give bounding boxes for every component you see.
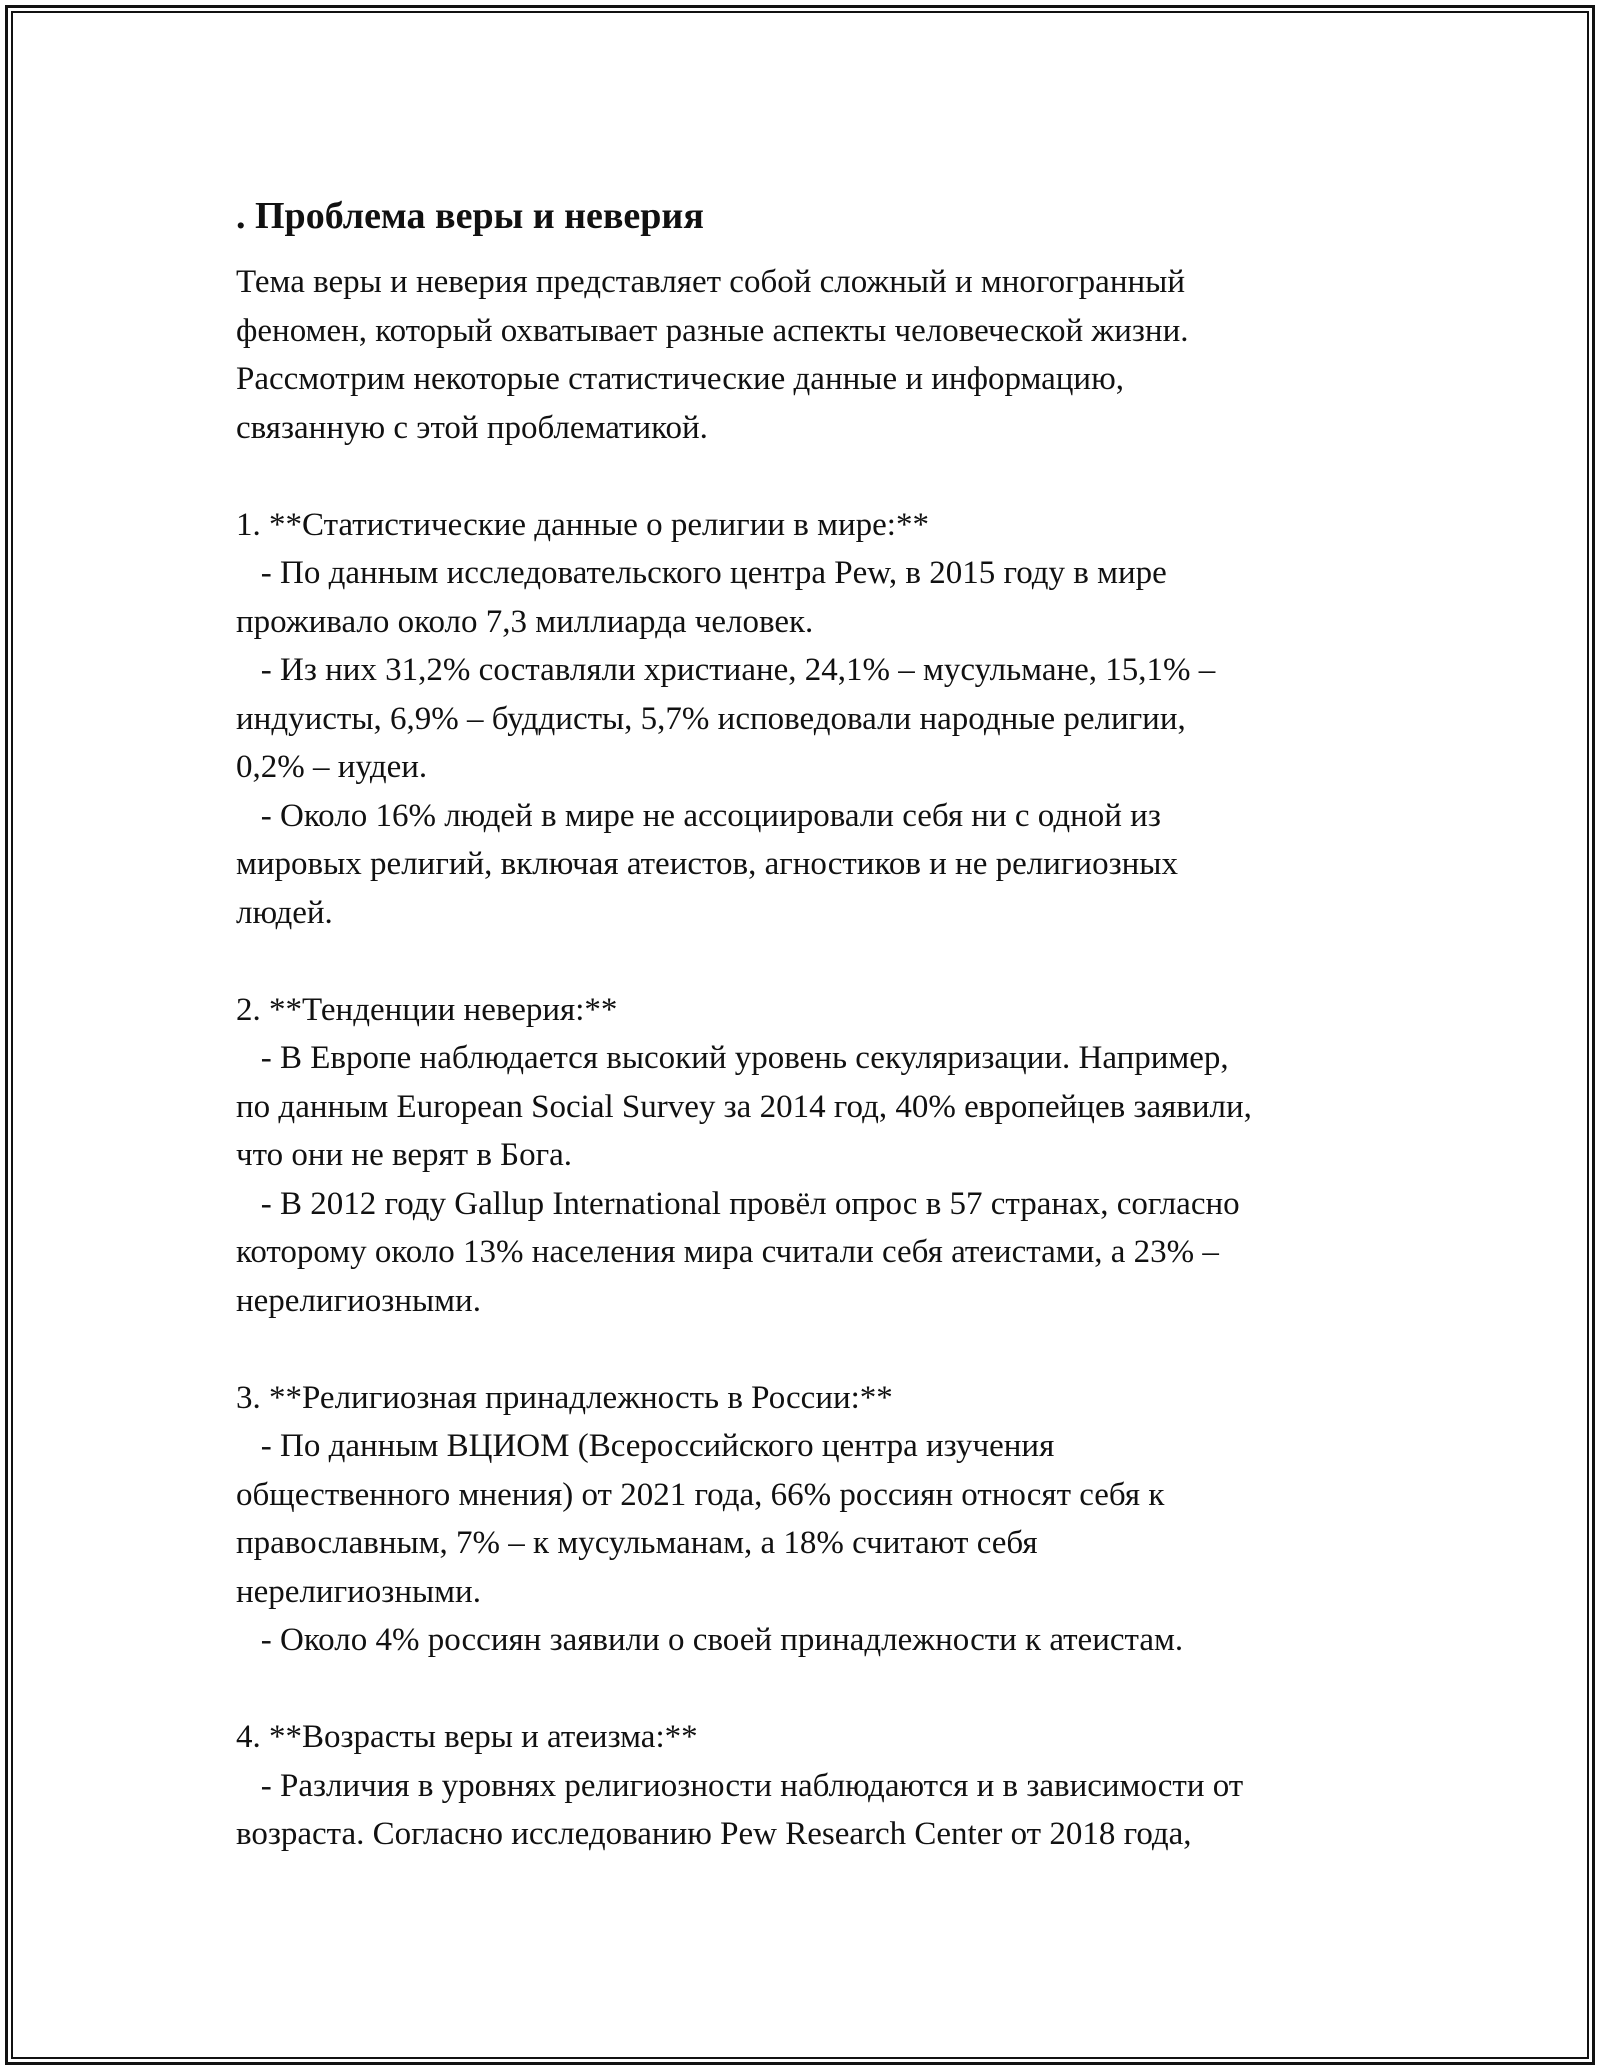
text-line: 0,2% – иудеи. bbox=[236, 749, 428, 785]
document-body bbox=[236, 258, 1416, 1859]
document-page bbox=[236, 188, 1416, 1859]
text-line: общественного мнения) от 2021 года, 66% россиян относят себя к bbox=[236, 1476, 1165, 1513]
text-line: мировых религий, включая атеистов, агностиков и не религиозных bbox=[236, 846, 1178, 882]
text-line: Тема веры и неверия представляет собой сложный и многогранный bbox=[236, 264, 1185, 300]
text-line: 4. **Возрасты веры и атеизма:** bbox=[236, 1719, 698, 1755]
text-line: индуисты, 6,9% – буддисты, 5,7% исповедовали народные религии, bbox=[236, 700, 1186, 737]
text-line: - В Европе наблюдается высокий уровень секуляризации. Например, bbox=[236, 1040, 1229, 1076]
text-line: проживало около 7,3 миллиарда человек. bbox=[236, 603, 814, 640]
paragraph-gap bbox=[236, 1325, 1416, 1374]
text-line: - В 2012 году Gallup International провёл опрос в 57 странах, согласно bbox=[236, 1185, 1240, 1222]
text-line: что они не верят в Бога. bbox=[236, 1137, 573, 1173]
text-line: - Из них 31,2% составляли христиане, 24,1% – мусульмане, 15,1% – bbox=[236, 652, 1216, 688]
paragraph-gap bbox=[236, 1665, 1416, 1714]
text-line: 1. **Статистические данные о религии в мире:** bbox=[236, 506, 929, 543]
document-title: . Проблема веры и неверия bbox=[236, 195, 704, 237]
text-line: связанную с этой проблематикой. bbox=[236, 409, 708, 446]
text-line: - Около 4% россиян заявили о своей принадлежности к атеистам. bbox=[236, 1622, 1184, 1658]
text-line: - По данным исследовательского центра Pew, в 2015 году в мире bbox=[236, 555, 1167, 591]
text-line: нерелигиозными. bbox=[236, 1282, 481, 1319]
text-line: возраста. Согласно исследованию Pew Research Center от 2018 года, bbox=[236, 1816, 1192, 1852]
text-line: 2. **Тенденции неверия:** bbox=[236, 991, 618, 1028]
text-line: которому около 13% населения мира считали себя атеистами, а 23% – bbox=[236, 1234, 1219, 1270]
paragraph-gap bbox=[236, 937, 1416, 986]
text-line: 3. **Религиозная принадлежность в России:** bbox=[236, 1379, 893, 1416]
text-line: феномен, который охватывает разные аспекты человеческой жизни. bbox=[236, 312, 1189, 349]
text-line: - Различия в уровнях религиозности наблюдаются и в зависимости от bbox=[236, 1767, 1244, 1804]
text-line: Рассмотрим некоторые статистические данные и информацию, bbox=[236, 361, 1124, 397]
text-line: - Около 16% людей в мире не ассоциировали себя ни с одной из bbox=[236, 797, 1161, 834]
paragraph-gap bbox=[236, 452, 1416, 501]
text-line: по данным European Social Survey за 2014 год, 40% европейцев заявили, bbox=[236, 1088, 1252, 1125]
text-line: православным, 7% – к мусульманам, а 18% считают себя bbox=[236, 1525, 1038, 1561]
text-line: нерелигиозными. bbox=[236, 1573, 481, 1610]
text-line: - По данным ВЦИОМ (Всероссийского центра изучения bbox=[236, 1428, 1055, 1464]
text-line: людей. bbox=[236, 894, 333, 931]
